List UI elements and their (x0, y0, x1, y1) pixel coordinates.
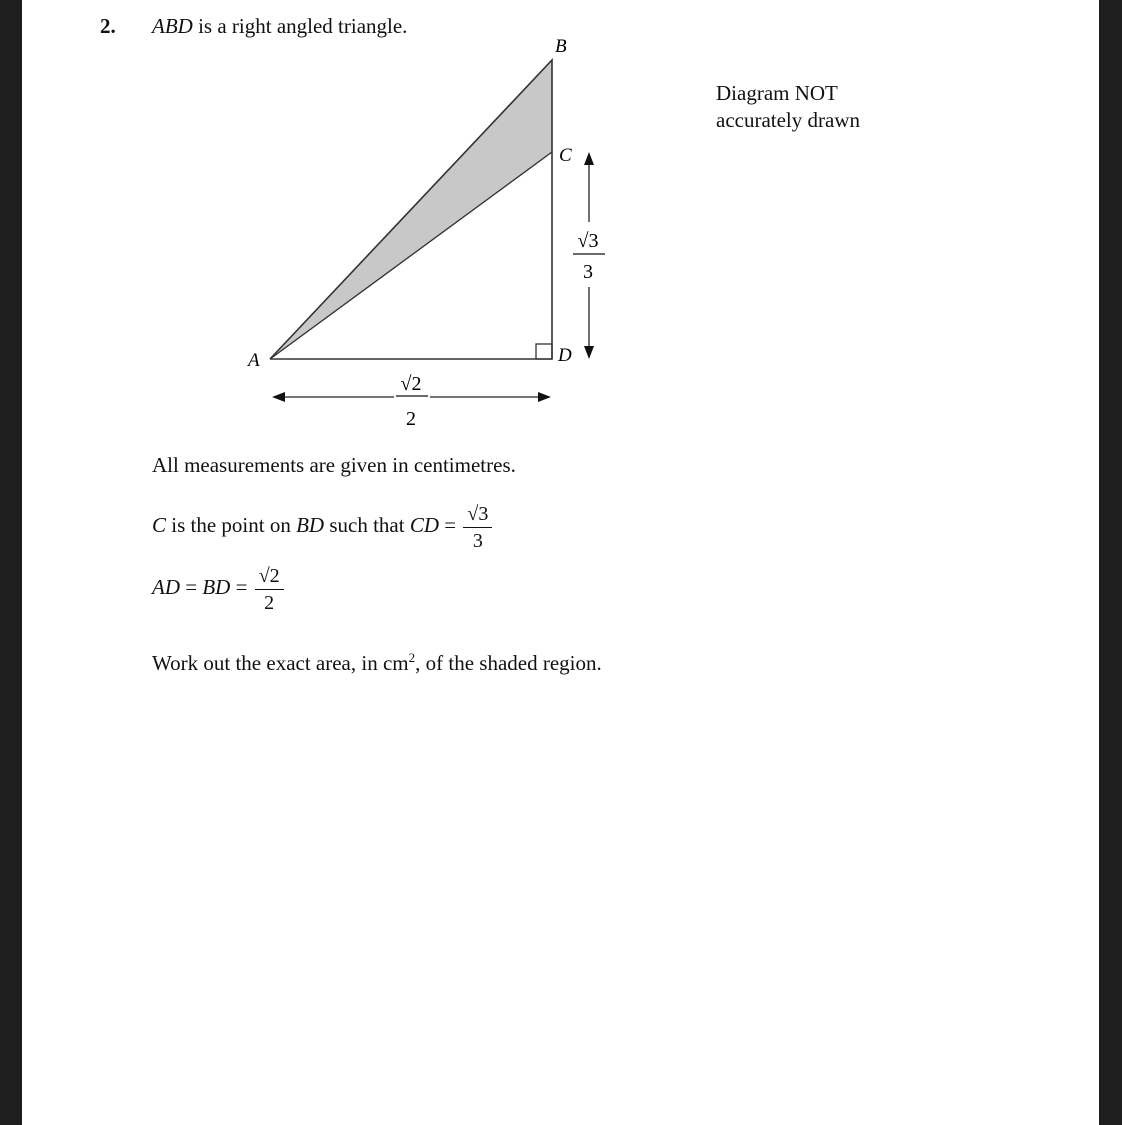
diagram-note-line2: accurately drawn (716, 108, 860, 132)
task-statement (152, 650, 602, 676)
diagram-note (716, 80, 916, 134)
equals-sign-2: = (180, 574, 203, 599)
label-c: C (559, 145, 572, 166)
triangle-outline (270, 60, 552, 359)
task-text-pre: Work out the exact area, in cm (152, 651, 409, 675)
triangle-name: ABD (152, 14, 193, 38)
cd-arrowhead-bottom (584, 346, 594, 359)
equals-sign: = (439, 512, 462, 537)
ad-fraction-numerator: √2 (255, 564, 284, 590)
c-mid-text: is the point on (166, 512, 297, 537)
task-text-post: , of the shaded region. (415, 651, 602, 675)
cd-length-numerator: √3 (577, 230, 599, 252)
var-bd: BD (296, 512, 325, 537)
label-d: D (558, 345, 572, 366)
ad-arrowhead-left (272, 392, 285, 402)
measurements-statement: All measurements are given in centimetres. (152, 453, 516, 477)
diagram-note-line1: Diagram NOT (716, 81, 838, 105)
worksheet-page (22, 0, 1099, 1125)
ad-fraction-denominator: 2 (264, 592, 275, 614)
question-title-text: is a right angled triangle. (192, 14, 408, 38)
label-a: A (248, 350, 260, 371)
var-c: C (152, 512, 167, 537)
label-b: B (555, 36, 567, 57)
segment-ac (270, 152, 552, 359)
cd-fraction (463, 502, 492, 552)
right-angle-marker (536, 344, 552, 359)
cd-arrowhead-top (584, 152, 594, 165)
ad-length-denominator: 2 (406, 408, 416, 430)
point-c-statement (152, 502, 494, 552)
ad-fraction (255, 564, 284, 614)
ad-arrowhead-right (538, 392, 551, 402)
cd-fraction-denominator: 3 (472, 530, 483, 552)
var-cd: CD (409, 512, 440, 537)
task-superscript: 2 (408, 650, 416, 665)
var-ad: AD (152, 574, 180, 599)
question-number: 2. (100, 14, 116, 38)
ad-bd-statement (152, 564, 286, 614)
var-bd-2: BD (202, 574, 231, 599)
such-that-text: such that (324, 512, 410, 537)
equals-sign-3: = (230, 574, 253, 599)
triangle-diagram (22, 0, 1099, 1125)
cd-fraction-numerator: √3 (463, 502, 492, 528)
ad-length-numerator: √2 (400, 373, 422, 395)
cd-length-denominator: 3 (583, 261, 593, 283)
